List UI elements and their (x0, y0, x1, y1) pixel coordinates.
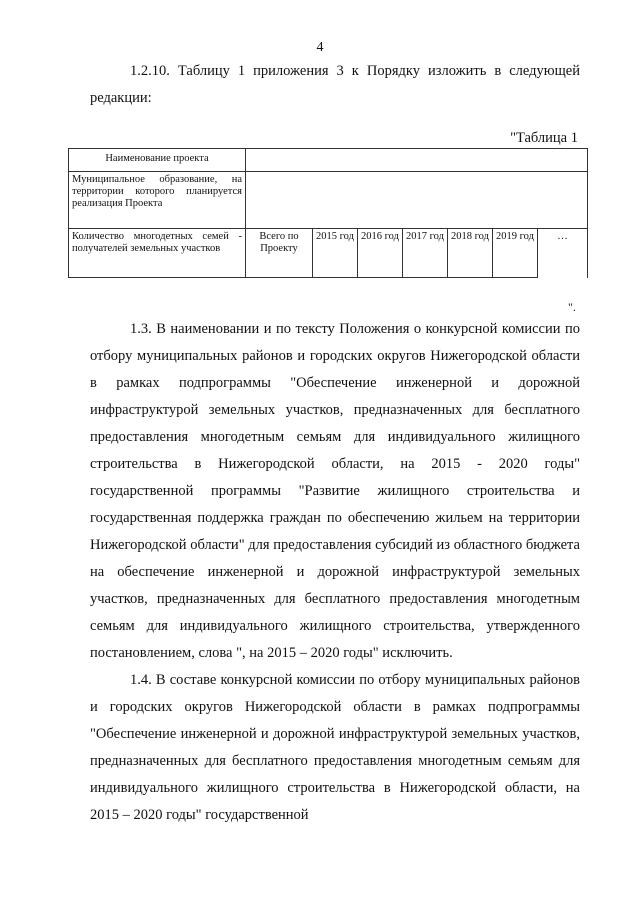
row-label-families: Количество многодетных семей - получателей земельных участков (69, 229, 246, 278)
row-label-project-name: Наименование проекта (69, 149, 246, 172)
year-cell: 2015 год (313, 229, 358, 278)
table-row-project-name (69, 149, 588, 172)
ellipsis-cell: … (538, 229, 588, 278)
year-cell: 2018 год (448, 229, 493, 278)
empty-cell (246, 149, 588, 172)
paragraph-1-3: 1.3. В наименовании и по тексту Положения о конкурсной комиссии по отбору муниципальных районов и городских округов Нижегородской области в рамках подпрограммы "Обеспечение инженерной и дорожной инфраструктурой земельных участков, предназначенных для бесплатного предоставления многодетным семьям для индивидуального жилищного строительства в Нижегородской области, на 2015 - 2020 годы" государственной программы "Развитие жилищного строительства и государственная поддержка граждан по обеспечению жильем на территории Нижегородской области" для предоставления субсидий из областного бюджета на обеспечение инженерной и дорожной инфраструктурой земельных участков, предназначенных для бесплатного предоставления многодетным семьям для индивидуального жилищного строительства, утвержденного постановлением, слова ", на 2015 – 2020 годы" исключить. (90, 321, 580, 661)
table-row-families (69, 229, 588, 278)
year-cell: 2016 год (358, 229, 403, 278)
table-caption: "Таблица 1 (510, 130, 578, 146)
table-close-quote: ". (568, 300, 576, 314)
total-cell: Всего по Проекту (246, 229, 313, 278)
intro-paragraph (90, 58, 580, 112)
body-text (90, 316, 580, 829)
intro-line-2: редакции: (90, 90, 152, 106)
paragraph-1-4: 1.4. В составе конкурсной комиссии по отбору муниципальных районов и городских округов Нижегородской области в рамках подпрограммы "Обеспечение инженерной и дорожной инфраструктурой земельных участков, предназначенных для бесплатного предоставления многодетным семьям для индивидуального жилищного строительства в Нижегородской области, на 2015 – 2020 годы" государственной (90, 672, 580, 823)
row-label-municipality: Муниципальное образование, на территории которого планируется реализация Проекта (69, 172, 246, 229)
year-cell: 2019 год (493, 229, 538, 278)
table-1 (68, 148, 588, 278)
table-row-municipality (69, 172, 588, 229)
page-number: 4 (316, 40, 324, 55)
intro-line-1: 1.2.10. Таблицу 1 приложения 3 к Порядку изложить в следующей (130, 63, 580, 79)
empty-cell (246, 172, 588, 229)
year-cell: 2017 год (403, 229, 448, 278)
